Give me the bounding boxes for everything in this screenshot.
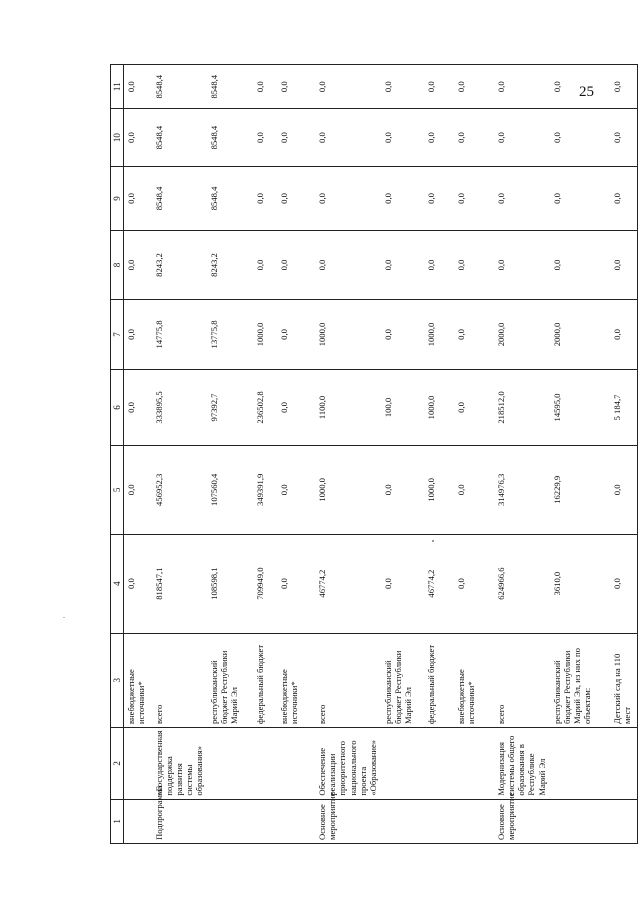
value-cell: 1000,0 [315, 299, 381, 369]
row-type-cell [207, 799, 253, 843]
value-cell: 0,0 [381, 166, 424, 230]
column-header: 1 [111, 799, 124, 843]
value-cell: 0,0 [610, 109, 638, 166]
value-cell: 3610,0 [550, 534, 610, 633]
page-number: 25 [579, 84, 594, 100]
value-cell: 0,0 [454, 109, 494, 166]
value-cell: 0,0 [381, 299, 424, 369]
funding-source-cell: всего [152, 633, 208, 728]
value-cell: 0,0 [253, 65, 277, 109]
column-header: 7 [111, 299, 124, 369]
row-title-cell [277, 728, 315, 800]
scan-speck [63, 617, 65, 618]
value-cell: 0,0 [610, 65, 638, 109]
table-row [381, 65, 424, 844]
value-cell: 107560,4 [207, 445, 253, 534]
row-type-cell [277, 799, 315, 843]
value-cell: 0,0 [315, 231, 381, 300]
value-cell: 0,0 [550, 166, 610, 230]
value-cell: 0,0 [124, 534, 152, 633]
scan-speck [432, 540, 434, 542]
value-cell: 46774,2 [315, 534, 381, 633]
value-cell: 0,0 [494, 65, 550, 109]
value-cell: 0,0 [454, 166, 494, 230]
value-cell: 2000,0 [494, 299, 550, 369]
value-cell: 0,0 [124, 445, 152, 534]
value-cell: 0,0 [424, 109, 454, 166]
value-cell: 709949,0 [253, 534, 277, 633]
row-type-cell: Подпрограмма [152, 799, 208, 843]
value-cell: 0,0 [550, 231, 610, 300]
row-type-cell [550, 799, 610, 843]
value-cell: 0,0 [277, 534, 315, 633]
value-cell: 456952,3 [152, 445, 208, 534]
value-cell: 0,0 [381, 65, 424, 109]
row-title-cell [454, 728, 494, 800]
value-cell: 0,0 [610, 231, 638, 300]
table-row [610, 65, 638, 844]
row-title-cell [207, 728, 253, 800]
row-title-cell: «Государственная поддержка развития системы образования» [152, 728, 208, 800]
row-title-cell [424, 728, 454, 800]
row-type-cell: Основное мероприятие [315, 799, 381, 843]
value-cell: 0,0 [253, 166, 277, 230]
value-cell: 14775,8 [152, 299, 208, 369]
value-cell: 0,0 [381, 534, 424, 633]
value-cell: 0,0 [424, 231, 454, 300]
row-type-cell: Основное мероприятие [494, 799, 550, 843]
value-cell: 0,0 [124, 299, 152, 369]
value-cell: 0,0 [277, 65, 315, 109]
value-cell: 8548,4 [152, 65, 208, 109]
table-row [253, 65, 277, 844]
value-cell: 0,0 [550, 65, 610, 109]
funding-source-cell: внебюджетные источники* [124, 633, 152, 728]
value-cell: 8548,4 [207, 109, 253, 166]
value-cell: 1000,0 [424, 299, 454, 369]
value-cell: 0,0 [277, 231, 315, 300]
row-type-cell [424, 799, 454, 843]
value-cell: 8548,4 [152, 166, 208, 230]
row-type-cell [381, 799, 424, 843]
value-cell: 0,0 [494, 166, 550, 230]
funding-source-cell: федеральный бюджет [253, 633, 277, 728]
value-cell: 14595,0 [550, 370, 610, 446]
value-cell: 0,0 [610, 534, 638, 633]
value-cell: 0,0 [253, 231, 277, 300]
value-cell: 8548,4 [207, 166, 253, 230]
value-cell: 97392,7 [207, 370, 253, 446]
column-header: 10 [111, 109, 124, 166]
value-cell: 0,0 [315, 166, 381, 230]
value-cell: 333895,5 [152, 370, 208, 446]
value-cell: 16229,9 [550, 445, 610, 534]
value-cell: 624966,6 [494, 534, 550, 633]
value-cell: 0,0 [124, 109, 152, 166]
row-title-cell [253, 728, 277, 800]
value-cell: 0,0 [277, 109, 315, 166]
value-cell: 0,0 [424, 65, 454, 109]
column-header: 5 [111, 445, 124, 534]
value-cell: 0,0 [277, 166, 315, 230]
funding-source-cell: республиканский бюджет Республики Марий Эл [207, 633, 253, 728]
value-cell: 108598,1 [207, 534, 253, 633]
funding-source-cell: внебюджетные источники* [277, 633, 315, 728]
value-cell: 0,0 [550, 109, 610, 166]
value-cell: 0,0 [124, 231, 152, 300]
value-cell: 0,0 [381, 231, 424, 300]
column-header: 8 [111, 231, 124, 300]
value-cell: 1000,0 [424, 445, 454, 534]
value-cell: 0,0 [610, 299, 638, 369]
budget-table [110, 64, 638, 844]
row-title-cell [381, 728, 424, 800]
row-title-cell [550, 728, 610, 800]
value-cell: 0,0 [124, 370, 152, 446]
table-row [152, 65, 208, 844]
value-cell: 13775,8 [207, 299, 253, 369]
value-cell: 0,0 [494, 231, 550, 300]
table-row [207, 65, 253, 844]
column-header: 2 [111, 728, 124, 800]
value-cell: 2000,0 [550, 299, 610, 369]
value-cell: 1000,0 [424, 370, 454, 446]
funding-source-cell: внебюджетные источники* [454, 633, 494, 728]
value-cell: 0,0 [315, 109, 381, 166]
table-row [454, 65, 494, 844]
value-cell: 8243,2 [152, 231, 208, 300]
value-cell: 0,0 [454, 231, 494, 300]
value-cell: 46774,2 [424, 534, 454, 633]
funding-source-cell: всего [494, 633, 550, 728]
value-cell: 1100,0 [315, 370, 381, 446]
value-cell: 0,0 [253, 109, 277, 166]
row-type-cell [610, 799, 638, 843]
funding-source-cell: Детский сад на 110 мест [610, 633, 638, 728]
value-cell: 8548,4 [152, 109, 208, 166]
row-type-cell [454, 799, 494, 843]
funding-source-cell: республиканский бюджет Республики Марий Эл, из них по объектам: [550, 633, 610, 728]
header-row [111, 65, 124, 844]
table-row [424, 65, 454, 844]
value-cell: 349391,9 [253, 445, 277, 534]
value-cell: 8548,4 [207, 65, 253, 109]
value-cell: 0,0 [454, 65, 494, 109]
row-title-cell: Обеспечение реализации приоритетного национального проекта «Образование» [315, 728, 381, 800]
row-title-cell [124, 728, 152, 800]
value-cell: 818547,1 [152, 534, 208, 633]
value-cell: 218512,0 [494, 370, 550, 446]
value-cell: 0,0 [124, 65, 152, 109]
value-cell: 0,0 [610, 445, 638, 534]
column-header: 6 [111, 370, 124, 446]
table-row [124, 65, 152, 844]
row-type-cell [253, 799, 277, 843]
value-cell: 100,0 [381, 370, 424, 446]
value-cell: 0,0 [454, 299, 494, 369]
value-cell: 0,0 [454, 445, 494, 534]
value-cell: 0,0 [277, 299, 315, 369]
funding-source-cell: федеральный бюджет [424, 633, 454, 728]
value-cell: 0,0 [381, 109, 424, 166]
value-cell: 0,0 [424, 166, 454, 230]
funding-source-cell: всего [315, 633, 381, 728]
value-cell: 0,0 [277, 445, 315, 534]
value-cell: 0,0 [494, 109, 550, 166]
value-cell: 1000,0 [315, 445, 381, 534]
value-cell: 0,0 [381, 445, 424, 534]
value-cell: 8243,2 [207, 231, 253, 300]
value-cell: 0,0 [277, 370, 315, 446]
funding-source-cell: республиканский бюджет Республики Марий Эл [381, 633, 424, 728]
value-cell: 0,0 [124, 166, 152, 230]
row-title-cell: Модернизация системы общего образования в Республике Марий Эл [494, 728, 550, 800]
row-title-cell [610, 728, 638, 800]
value-cell: 0,0 [610, 166, 638, 230]
value-cell: 0,0 [454, 370, 494, 446]
table-row [494, 65, 550, 844]
value-cell: 5 184,7 [610, 370, 638, 446]
column-header: 4 [111, 534, 124, 633]
table-row [315, 65, 381, 844]
value-cell: 0,0 [315, 65, 381, 109]
column-header: 9 [111, 166, 124, 230]
value-cell: 0,0 [454, 534, 494, 633]
value-cell: 1000,0 [253, 299, 277, 369]
column-header: 11 [111, 65, 124, 109]
row-type-cell [124, 799, 152, 843]
value-cell: 314976,3 [494, 445, 550, 534]
value-cell: 236502,8 [253, 370, 277, 446]
table-row [550, 65, 610, 844]
column-header: 3 [111, 633, 124, 728]
table-row [277, 65, 315, 844]
